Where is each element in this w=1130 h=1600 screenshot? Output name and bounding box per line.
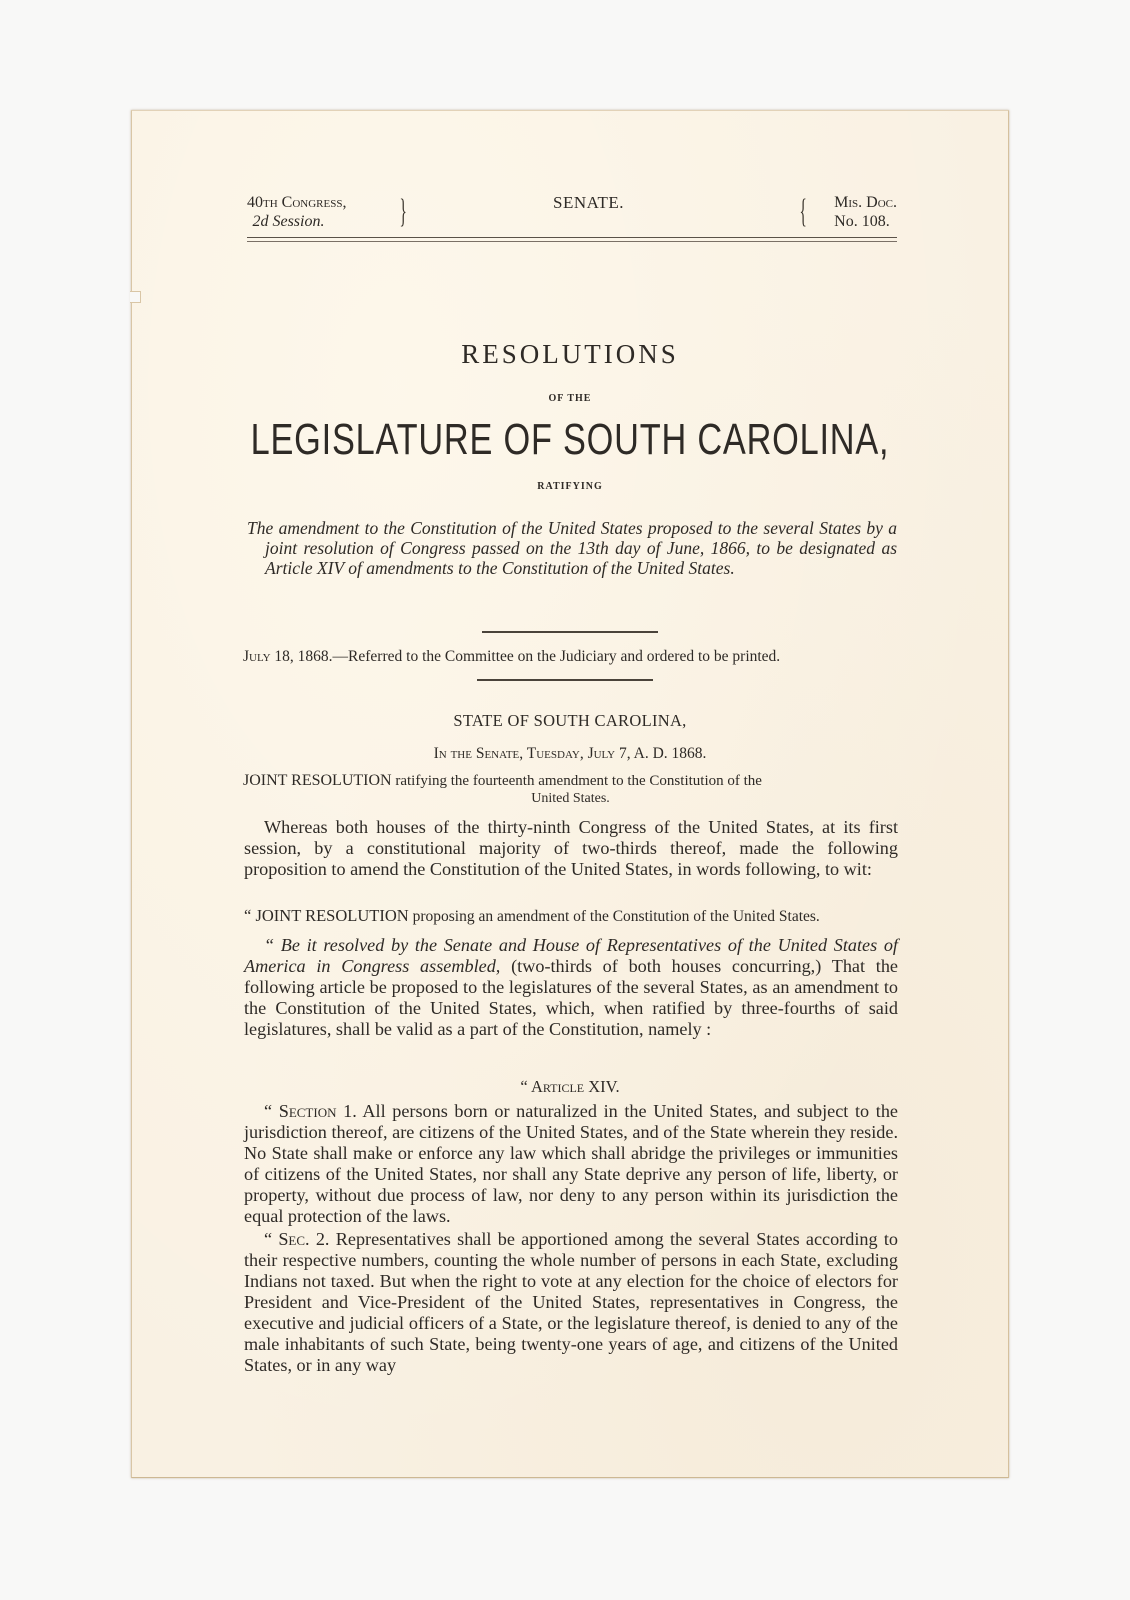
header-double-rule: [247, 237, 897, 242]
doc-number-label: No. 108.: [834, 213, 890, 230]
senate-date: In the Senate, Tuesday, July 7, A. D. 1868.: [433, 745, 707, 762]
subtitle-text: The amendment to the Constitution of the United States proposed to the several States by a joint resolution of Congress passed on the 13th day of June, 1866, to be designated as Article XIV of amendments to the Constitution of the United States.: [247, 518, 897, 578]
page-edge-tear: [130, 291, 141, 303]
title-legislature: LEGISLATURE OF SOUTH CAROLINA,: [250, 415, 890, 464]
referral-line: [243, 648, 898, 666]
joint-resolution-text: ratifying the fourteenth amendment to the Constitution of the: [395, 773, 762, 789]
document-page: [131, 110, 1009, 1478]
section-1-paragraph: [244, 1101, 898, 1227]
section-1-label: “ Section 1.: [264, 1101, 357, 1121]
be-it-resolved-text: (two-thirds of both houses concurring,) That the following article be proposed to the legislatures of the several States, as an amendment to the Constitution of the United States, which, when ratified by three-fourths of said legislatures, shall be valid as a part of the Constitution, namely :: [244, 956, 899, 1039]
quoted-resolution-text: proposing an amendment of the Constitution of the United States.: [412, 908, 820, 925]
left-brace-icon: {: [799, 193, 807, 230]
divider-rule: [477, 679, 653, 681]
whereas-paragraph: [244, 817, 898, 880]
session-label: 2d Session.: [252, 213, 325, 230]
article-heading: “ Article XIV.: [520, 1077, 620, 1096]
whereas-text: Whereas both houses of the thirty-ninth Congress of the United States, at its first session, by a constitutional majority of two-thirds thereof, made the following proposition to amend the Constitution of the United States, in words following, to wit:: [244, 817, 898, 879]
divider-rule: [482, 631, 658, 633]
referral-date: July 18, 1868.: [243, 648, 333, 665]
joint-resolution-label: JOINT RESOLUTION: [243, 772, 392, 789]
title-of-the: OF THE: [548, 393, 592, 404]
congress-session: [247, 193, 346, 231]
document-header: [247, 193, 897, 233]
subtitle: [247, 518, 897, 578]
section-2-label: “ Sec. 2.: [264, 1229, 330, 1249]
joint-resolution-text-line2: United States.: [531, 791, 610, 806]
congress-label: 40th Congress,: [247, 194, 347, 211]
section-2-paragraph: [244, 1229, 898, 1376]
doc-number-block: [834, 193, 897, 231]
be-it-resolved-paragraph: [244, 935, 898, 1040]
chamber-label: SENATE.: [553, 193, 625, 212]
be-it-resolved-italic: “ Be it resolved by the Senate and House of Representatives of the United States of America in Congress assembled,: [244, 935, 898, 976]
title-ratifying: RATIFYING: [537, 481, 603, 492]
right-brace-icon: }: [399, 193, 407, 230]
joint-resolution-heading: [243, 772, 898, 807]
section-1-text: All persons born or naturalized in the United States, and subject to the jurisdiction thereof, are citizens of the United States, and of the State wherein they reside. No State shall make or enforce any law which shall abridge the privileges or immunities of citizens of the United States, nor shall any State deprive any person of life, liberty, or property, without due process of law, nor deny to any person within its jurisdiction the equal protection of the laws.: [244, 1101, 898, 1226]
title-resolutions: RESOLUTIONS: [461, 339, 679, 369]
section-2-text: Representatives shall be apportioned among the several States according to their respective numbers, counting the whole number of persons in each State, excluding Indians not taxed. But when the right to vote at any election for the choice of electors for President and Vice-President of the United States, representatives in Congress, the executive and judicial officers of a State, or the legislature thereof, is denied to any of the male inhabitants of such State, being twenty-one years of age, and citizens of the United States, or in any way: [244, 1229, 898, 1375]
state-heading: STATE OF SOUTH CAROLINA,: [453, 711, 687, 730]
referral-text: —Referred to the Committee on the Judiciary and ordered to be printed.: [332, 648, 781, 665]
quoted-resolution: [244, 905, 898, 927]
quoted-resolution-label: “ JOINT RESOLUTION: [244, 906, 409, 925]
doc-type-label: Mis. Doc.: [834, 194, 897, 211]
